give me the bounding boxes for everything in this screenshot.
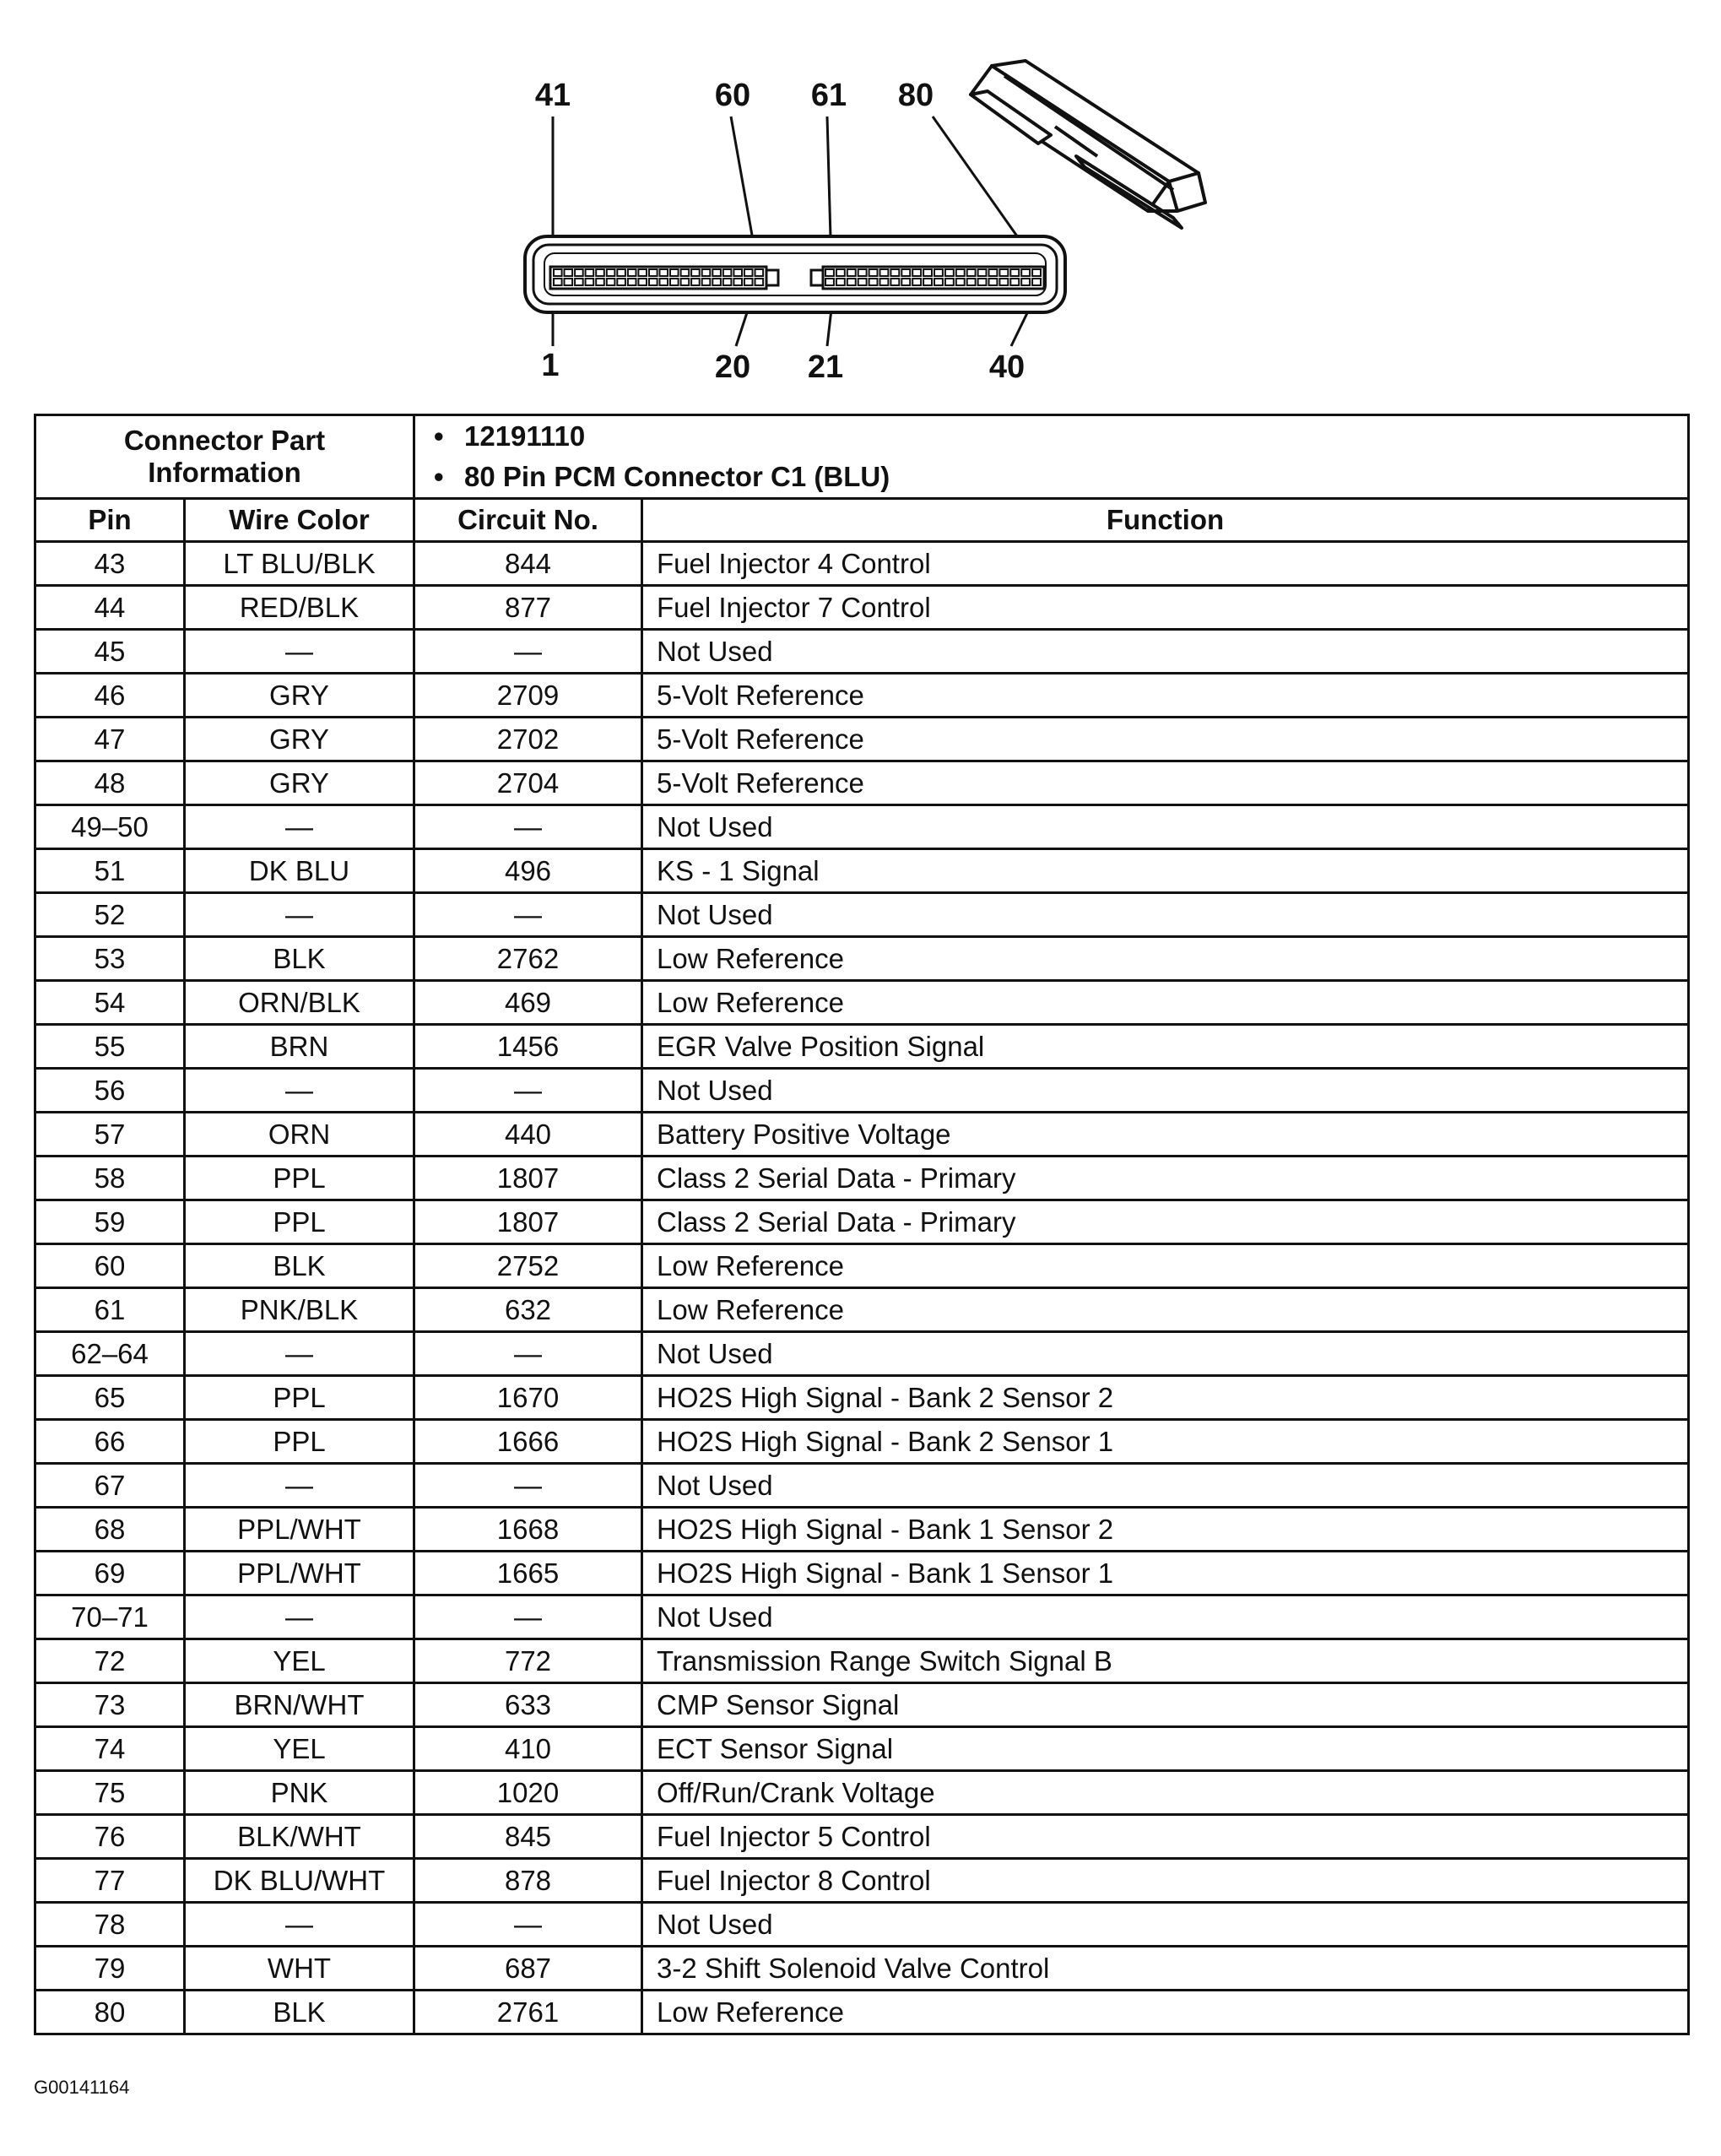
- pin-cell: 44: [35, 586, 185, 630]
- circuit-no-cell: 772: [414, 1639, 642, 1683]
- wire-color-cell: PNK/BLK: [185, 1288, 414, 1332]
- table-row: [35, 849, 1689, 893]
- pin-cavity: [617, 279, 625, 285]
- connector-info-row: [35, 415, 1689, 499]
- pin-cell: 49–50: [35, 805, 185, 849]
- pin-cell: 53: [35, 937, 185, 981]
- pin-cavity: [825, 279, 834, 285]
- pin-cavity: [847, 269, 856, 276]
- table-row: [35, 1815, 1689, 1859]
- wire-color-cell: PPL: [185, 1200, 414, 1244]
- circuit-no-cell: 496: [414, 849, 642, 893]
- function-cell: HO2S High Signal - Bank 1 Sensor 1: [642, 1552, 1689, 1595]
- pin-cavity: [628, 279, 636, 285]
- pin-cavity: [733, 279, 742, 285]
- function-cell: Fuel Injector 8 Control: [642, 1859, 1689, 1903]
- pin-cavity: [755, 269, 764, 276]
- circuit-no-cell: 687: [414, 1947, 642, 1991]
- function-cell: 3-2 Shift Solenoid Valve Control: [642, 1947, 1689, 1991]
- function-cell: Low Reference: [642, 1288, 1689, 1332]
- circuit-no-cell: 1670: [414, 1376, 642, 1420]
- pin-cell: 77: [35, 1859, 185, 1903]
- pin-label-60: 60: [714, 78, 751, 113]
- pin-cavity: [956, 269, 965, 276]
- table-row: [35, 1639, 1689, 1683]
- pin-cavity: [660, 279, 668, 285]
- table-row: [35, 981, 1689, 1025]
- table-row: [35, 1025, 1689, 1069]
- function-cell: Not Used: [642, 1464, 1689, 1508]
- pin-cell: 48: [35, 761, 185, 805]
- wire-color-cell: BLK: [185, 1244, 414, 1288]
- function-cell: HO2S High Signal - Bank 2 Sensor 1: [642, 1420, 1689, 1464]
- pin-cavity: [617, 269, 625, 276]
- circuit-no-cell: 2762: [414, 937, 642, 981]
- pin-cavity: [744, 269, 753, 276]
- pin-cavity: [978, 269, 987, 276]
- pin-cell: 66: [35, 1420, 185, 1464]
- pin-cavity: [945, 269, 954, 276]
- table-row: [35, 1464, 1689, 1508]
- pin-cavity: [999, 279, 1008, 285]
- pin-cavity: [649, 269, 658, 276]
- function-cell: 5-Volt Reference: [642, 674, 1689, 718]
- pin-cavity: [1032, 279, 1041, 285]
- table-row: [35, 1288, 1689, 1332]
- wire-color-cell: GRY: [185, 674, 414, 718]
- table-row: [35, 1991, 1689, 2034]
- pin-cavity: [1021, 269, 1030, 276]
- wire-color-cell: BLK/WHT: [185, 1815, 414, 1859]
- pin-cavity: [1010, 279, 1019, 285]
- wire-color-cell: —: [185, 893, 414, 937]
- wire-color-cell: WHT: [185, 1947, 414, 1991]
- pin-cavity: [681, 269, 690, 276]
- pin-cavity: [880, 279, 889, 285]
- table-row: [35, 1508, 1689, 1552]
- connector-info-label-line1: Connector Part: [123, 425, 326, 456]
- header-wire-color: Wire Color: [185, 499, 414, 542]
- pin-cavity: [628, 269, 636, 276]
- table-row: [35, 761, 1689, 805]
- pin-cell: 76: [35, 1815, 185, 1859]
- circuit-no-cell: —: [414, 805, 642, 849]
- pin-table: [34, 414, 1690, 2035]
- connector-description: • 80 Pin PCM Connector C1 (BLU): [427, 457, 1675, 497]
- pin-cavity: [934, 269, 943, 276]
- circuit-no-cell: 2704: [414, 761, 642, 805]
- table-row: [35, 1859, 1689, 1903]
- pin-cell: 57: [35, 1113, 185, 1157]
- pin-cell: 80: [35, 1991, 185, 2034]
- function-cell: KS - 1 Signal: [642, 849, 1689, 893]
- wire-color-cell: GRY: [185, 761, 414, 805]
- circuit-no-cell: 878: [414, 1859, 642, 1903]
- pin-cavity: [660, 269, 668, 276]
- pin-cavity: [670, 279, 679, 285]
- table-row: [35, 1157, 1689, 1200]
- pin-cell: 54: [35, 981, 185, 1025]
- pin-cavity: [978, 279, 987, 285]
- pin-cavity: [744, 279, 753, 285]
- pin-cell: 78: [35, 1903, 185, 1947]
- header-circuit-no: Circuit No.: [414, 499, 642, 542]
- wire-color-cell: —: [185, 630, 414, 674]
- function-cell: 5-Volt Reference: [642, 761, 1689, 805]
- circuit-no-cell: 1807: [414, 1157, 642, 1200]
- pin-cavity: [890, 269, 899, 276]
- function-cell: Low Reference: [642, 981, 1689, 1025]
- wire-color-cell: PPL: [185, 1157, 414, 1200]
- circuit-no-cell: —: [414, 1069, 642, 1113]
- pin-cell: 79: [35, 1947, 185, 1991]
- circuit-no-cell: 2709: [414, 674, 642, 718]
- header-function: Function: [642, 499, 1689, 542]
- pin-cell: 68: [35, 1508, 185, 1552]
- pin-cavity: [912, 279, 921, 285]
- pin-cell: 56: [35, 1069, 185, 1113]
- pin-cavity: [691, 279, 700, 285]
- function-cell: Not Used: [642, 1069, 1689, 1113]
- pin-cavity: [869, 269, 878, 276]
- function-cell: Class 2 Serial Data - Primary: [642, 1200, 1689, 1244]
- pin-cell: 58: [35, 1157, 185, 1200]
- function-cell: Battery Positive Voltage: [642, 1113, 1689, 1157]
- header-pin: Pin: [35, 499, 185, 542]
- pin-cavity: [869, 279, 878, 285]
- wire-color-cell: PPL/WHT: [185, 1508, 414, 1552]
- wire-color-cell: DK BLU: [185, 849, 414, 893]
- wire-color-cell: —: [185, 1332, 414, 1376]
- circuit-no-cell: —: [414, 630, 642, 674]
- function-cell: Not Used: [642, 1903, 1689, 1947]
- wire-color-cell: ORN: [185, 1113, 414, 1157]
- circuit-no-cell: —: [414, 893, 642, 937]
- pin-cavity: [586, 269, 594, 276]
- pin-cavity: [945, 279, 954, 285]
- wire-color-cell: PNK: [185, 1771, 414, 1815]
- table-row: [35, 1727, 1689, 1771]
- pin-cell: 61: [35, 1288, 185, 1332]
- circuit-no-cell: 633: [414, 1683, 642, 1727]
- pin-cavity: [565, 269, 573, 276]
- pin-cell: 52: [35, 893, 185, 937]
- pin-label-21: 21: [807, 349, 844, 385]
- function-cell: Low Reference: [642, 1244, 1689, 1288]
- circuit-no-cell: 2761: [414, 1991, 642, 2034]
- function-cell: Not Used: [642, 893, 1689, 937]
- connector-info-label-line2: Information: [148, 457, 301, 488]
- circuit-no-cell: 1020: [414, 1771, 642, 1815]
- function-cell: 5-Volt Reference: [642, 718, 1689, 761]
- pin-cavity: [956, 279, 965, 285]
- pin-label-80: 80: [897, 78, 934, 113]
- table-row: [35, 1376, 1689, 1420]
- pin-cavity: [858, 269, 867, 276]
- pin-cavity: [733, 269, 742, 276]
- circuit-no-cell: 877: [414, 586, 642, 630]
- table-row: [35, 586, 1689, 630]
- function-cell: HO2S High Signal - Bank 2 Sensor 2: [642, 1376, 1689, 1420]
- pin-cavity: [702, 279, 711, 285]
- pin-cavity: [1021, 279, 1030, 285]
- pin-cell: 46: [35, 674, 185, 718]
- wire-color-cell: BRN/WHT: [185, 1683, 414, 1727]
- pin-cavity: [847, 279, 856, 285]
- pin-cell: 67: [35, 1464, 185, 1508]
- circuit-no-cell: —: [414, 1464, 642, 1508]
- wire-color-cell: ORN/BLK: [185, 981, 414, 1025]
- part-number: • 12191110: [427, 416, 1675, 457]
- pin-cavity: [712, 269, 721, 276]
- pin-cavity: [702, 269, 711, 276]
- pin-cavity: [1010, 269, 1019, 276]
- pin-cavity: [670, 269, 679, 276]
- pin-cavity: [967, 269, 976, 276]
- wire-color-cell: BLK: [185, 1991, 414, 2034]
- pin-cavity: [880, 269, 889, 276]
- pin-cavity: [649, 279, 658, 285]
- pin-cavity: [999, 269, 1008, 276]
- table-row: [35, 937, 1689, 981]
- circuit-no-cell: 469: [414, 981, 642, 1025]
- pin-label-20: 20: [714, 349, 751, 385]
- pin-cavity: [723, 279, 732, 285]
- function-cell: Not Used: [642, 1595, 1689, 1639]
- function-cell: HO2S High Signal - Bank 1 Sensor 2: [642, 1508, 1689, 1552]
- pin-cavity: [912, 269, 921, 276]
- table-row: [35, 1200, 1689, 1244]
- pin-cavity: [901, 269, 910, 276]
- pin-cavity: [967, 279, 976, 285]
- pin-cell: 60: [35, 1244, 185, 1288]
- pin-cavity: [934, 279, 943, 285]
- pin-cavity: [755, 279, 764, 285]
- circuit-no-cell: 1668: [414, 1508, 642, 1552]
- pin-cell: 62–64: [35, 1332, 185, 1376]
- circuit-no-cell: 1807: [414, 1200, 642, 1244]
- wire-color-cell: —: [185, 1069, 414, 1113]
- wire-color-cell: RED/BLK: [185, 586, 414, 630]
- circuit-no-cell: —: [414, 1332, 642, 1376]
- wire-color-cell: PPL/WHT: [185, 1552, 414, 1595]
- function-cell: Fuel Injector 5 Control: [642, 1815, 1689, 1859]
- pin-cavity: [607, 269, 615, 276]
- figure-id: G00141164: [34, 2077, 130, 2098]
- pin-cavity: [1032, 269, 1041, 276]
- pin-cavity: [989, 269, 998, 276]
- circuit-no-cell: 844: [414, 542, 642, 586]
- pin-cavity: [596, 269, 604, 276]
- table-row: [35, 1552, 1689, 1595]
- pin-cavity: [638, 269, 647, 276]
- pin-cell: 51: [35, 849, 185, 893]
- circuit-no-cell: 440: [414, 1113, 642, 1157]
- pin-cavity: [901, 279, 910, 285]
- function-cell: ECT Sensor Signal: [642, 1727, 1689, 1771]
- function-cell: Not Used: [642, 805, 1689, 849]
- pin-cavity: [923, 269, 932, 276]
- pin-cell: 74: [35, 1727, 185, 1771]
- pin-cell: 45: [35, 630, 185, 674]
- pin-cavity: [607, 279, 615, 285]
- pin-cell: 69: [35, 1552, 185, 1595]
- pin-cell: 72: [35, 1639, 185, 1683]
- wire-color-cell: —: [185, 1903, 414, 1947]
- table-row: [35, 1332, 1689, 1376]
- wire-color-cell: —: [185, 1464, 414, 1508]
- function-cell: Low Reference: [642, 937, 1689, 981]
- pin-cell: 73: [35, 1683, 185, 1727]
- pin-cavity: [923, 279, 932, 285]
- circuit-no-cell: 2702: [414, 718, 642, 761]
- wire-color-cell: —: [185, 805, 414, 849]
- function-cell: Low Reference: [642, 1991, 1689, 2034]
- connector-info-label: [35, 415, 414, 499]
- pin-cell: 65: [35, 1376, 185, 1420]
- table-header-row: [35, 499, 1689, 542]
- pin-cavity: [638, 279, 647, 285]
- pin-cavity: [836, 269, 845, 276]
- function-cell: Off/Run/Crank Voltage: [642, 1771, 1689, 1815]
- table-row: [35, 718, 1689, 761]
- wire-color-cell: DK BLU/WHT: [185, 1859, 414, 1903]
- pin-label-1: 1: [541, 348, 560, 383]
- table-row: [35, 1069, 1689, 1113]
- function-cell: Not Used: [642, 1332, 1689, 1376]
- circuit-no-cell: —: [414, 1595, 642, 1639]
- wire-color-cell: BRN: [185, 1025, 414, 1069]
- pin-cavity: [825, 269, 834, 276]
- table-row: [35, 630, 1689, 674]
- table-row: [35, 1771, 1689, 1815]
- table-row: [35, 1947, 1689, 1991]
- wire-color-cell: YEL: [185, 1639, 414, 1683]
- circuit-no-cell: 632: [414, 1288, 642, 1332]
- wire-color-cell: PPL: [185, 1376, 414, 1420]
- circuit-no-cell: 410: [414, 1727, 642, 1771]
- pin-cell: 43: [35, 542, 185, 586]
- wire-color-cell: YEL: [185, 1727, 414, 1771]
- function-cell: EGR Valve Position Signal: [642, 1025, 1689, 1069]
- pin-cell: 55: [35, 1025, 185, 1069]
- wire-color-cell: —: [185, 1595, 414, 1639]
- connector-info-values: [414, 415, 1689, 499]
- wire-color-cell: BLK: [185, 937, 414, 981]
- pin-cell: 75: [35, 1771, 185, 1815]
- pin-cavity: [681, 279, 690, 285]
- connector-diagram: [0, 0, 1721, 405]
- pin-cell: 59: [35, 1200, 185, 1244]
- table-row: [35, 542, 1689, 586]
- pin-cavity: [575, 269, 583, 276]
- pin-cavity: [565, 279, 573, 285]
- wire-color-cell: GRY: [185, 718, 414, 761]
- wire-color-cell: PPL: [185, 1420, 414, 1464]
- circuit-no-cell: 1456: [414, 1025, 642, 1069]
- pin-cavity: [554, 269, 562, 276]
- table-row: [35, 893, 1689, 937]
- wire-color-cell: LT BLU/BLK: [185, 542, 414, 586]
- table-row: [35, 1244, 1689, 1288]
- function-cell: Class 2 Serial Data - Primary: [642, 1157, 1689, 1200]
- table-row: [35, 805, 1689, 849]
- pin-label-40: 40: [988, 349, 1026, 385]
- pin-label-41: 41: [534, 78, 571, 113]
- circuit-no-cell: 1666: [414, 1420, 642, 1464]
- pin-cavity: [890, 279, 899, 285]
- connector-side-view: [971, 61, 1205, 228]
- function-cell: Fuel Injector 4 Control: [642, 542, 1689, 586]
- pin-cavity: [989, 279, 998, 285]
- pin-cell: 70–71: [35, 1595, 185, 1639]
- pin-cavity: [858, 279, 867, 285]
- circuit-no-cell: 2752: [414, 1244, 642, 1288]
- table-row: [35, 1683, 1689, 1727]
- table-row: [35, 1903, 1689, 1947]
- pin-cavity: [723, 269, 732, 276]
- pin-label-61: 61: [810, 78, 847, 113]
- circuit-no-cell: 845: [414, 1815, 642, 1859]
- pin-cavity: [712, 279, 721, 285]
- pin-cavity: [575, 279, 583, 285]
- table-row: [35, 1113, 1689, 1157]
- pin-cell: 47: [35, 718, 185, 761]
- pin-cavity: [596, 279, 604, 285]
- circuit-no-cell: 1665: [414, 1552, 642, 1595]
- circuit-no-cell: —: [414, 1903, 642, 1947]
- pin-cavity: [554, 279, 562, 285]
- function-cell: Fuel Injector 7 Control: [642, 586, 1689, 630]
- function-cell: Transmission Range Switch Signal B: [642, 1639, 1689, 1683]
- pin-cavity: [836, 279, 845, 285]
- table-row: [35, 674, 1689, 718]
- function-cell: Not Used: [642, 630, 1689, 674]
- table-row: [35, 1595, 1689, 1639]
- pin-cavity: [586, 279, 594, 285]
- connector-front-view: [525, 236, 1065, 312]
- table-row: [35, 1420, 1689, 1464]
- function-cell: CMP Sensor Signal: [642, 1683, 1689, 1727]
- pin-cavity: [691, 269, 700, 276]
